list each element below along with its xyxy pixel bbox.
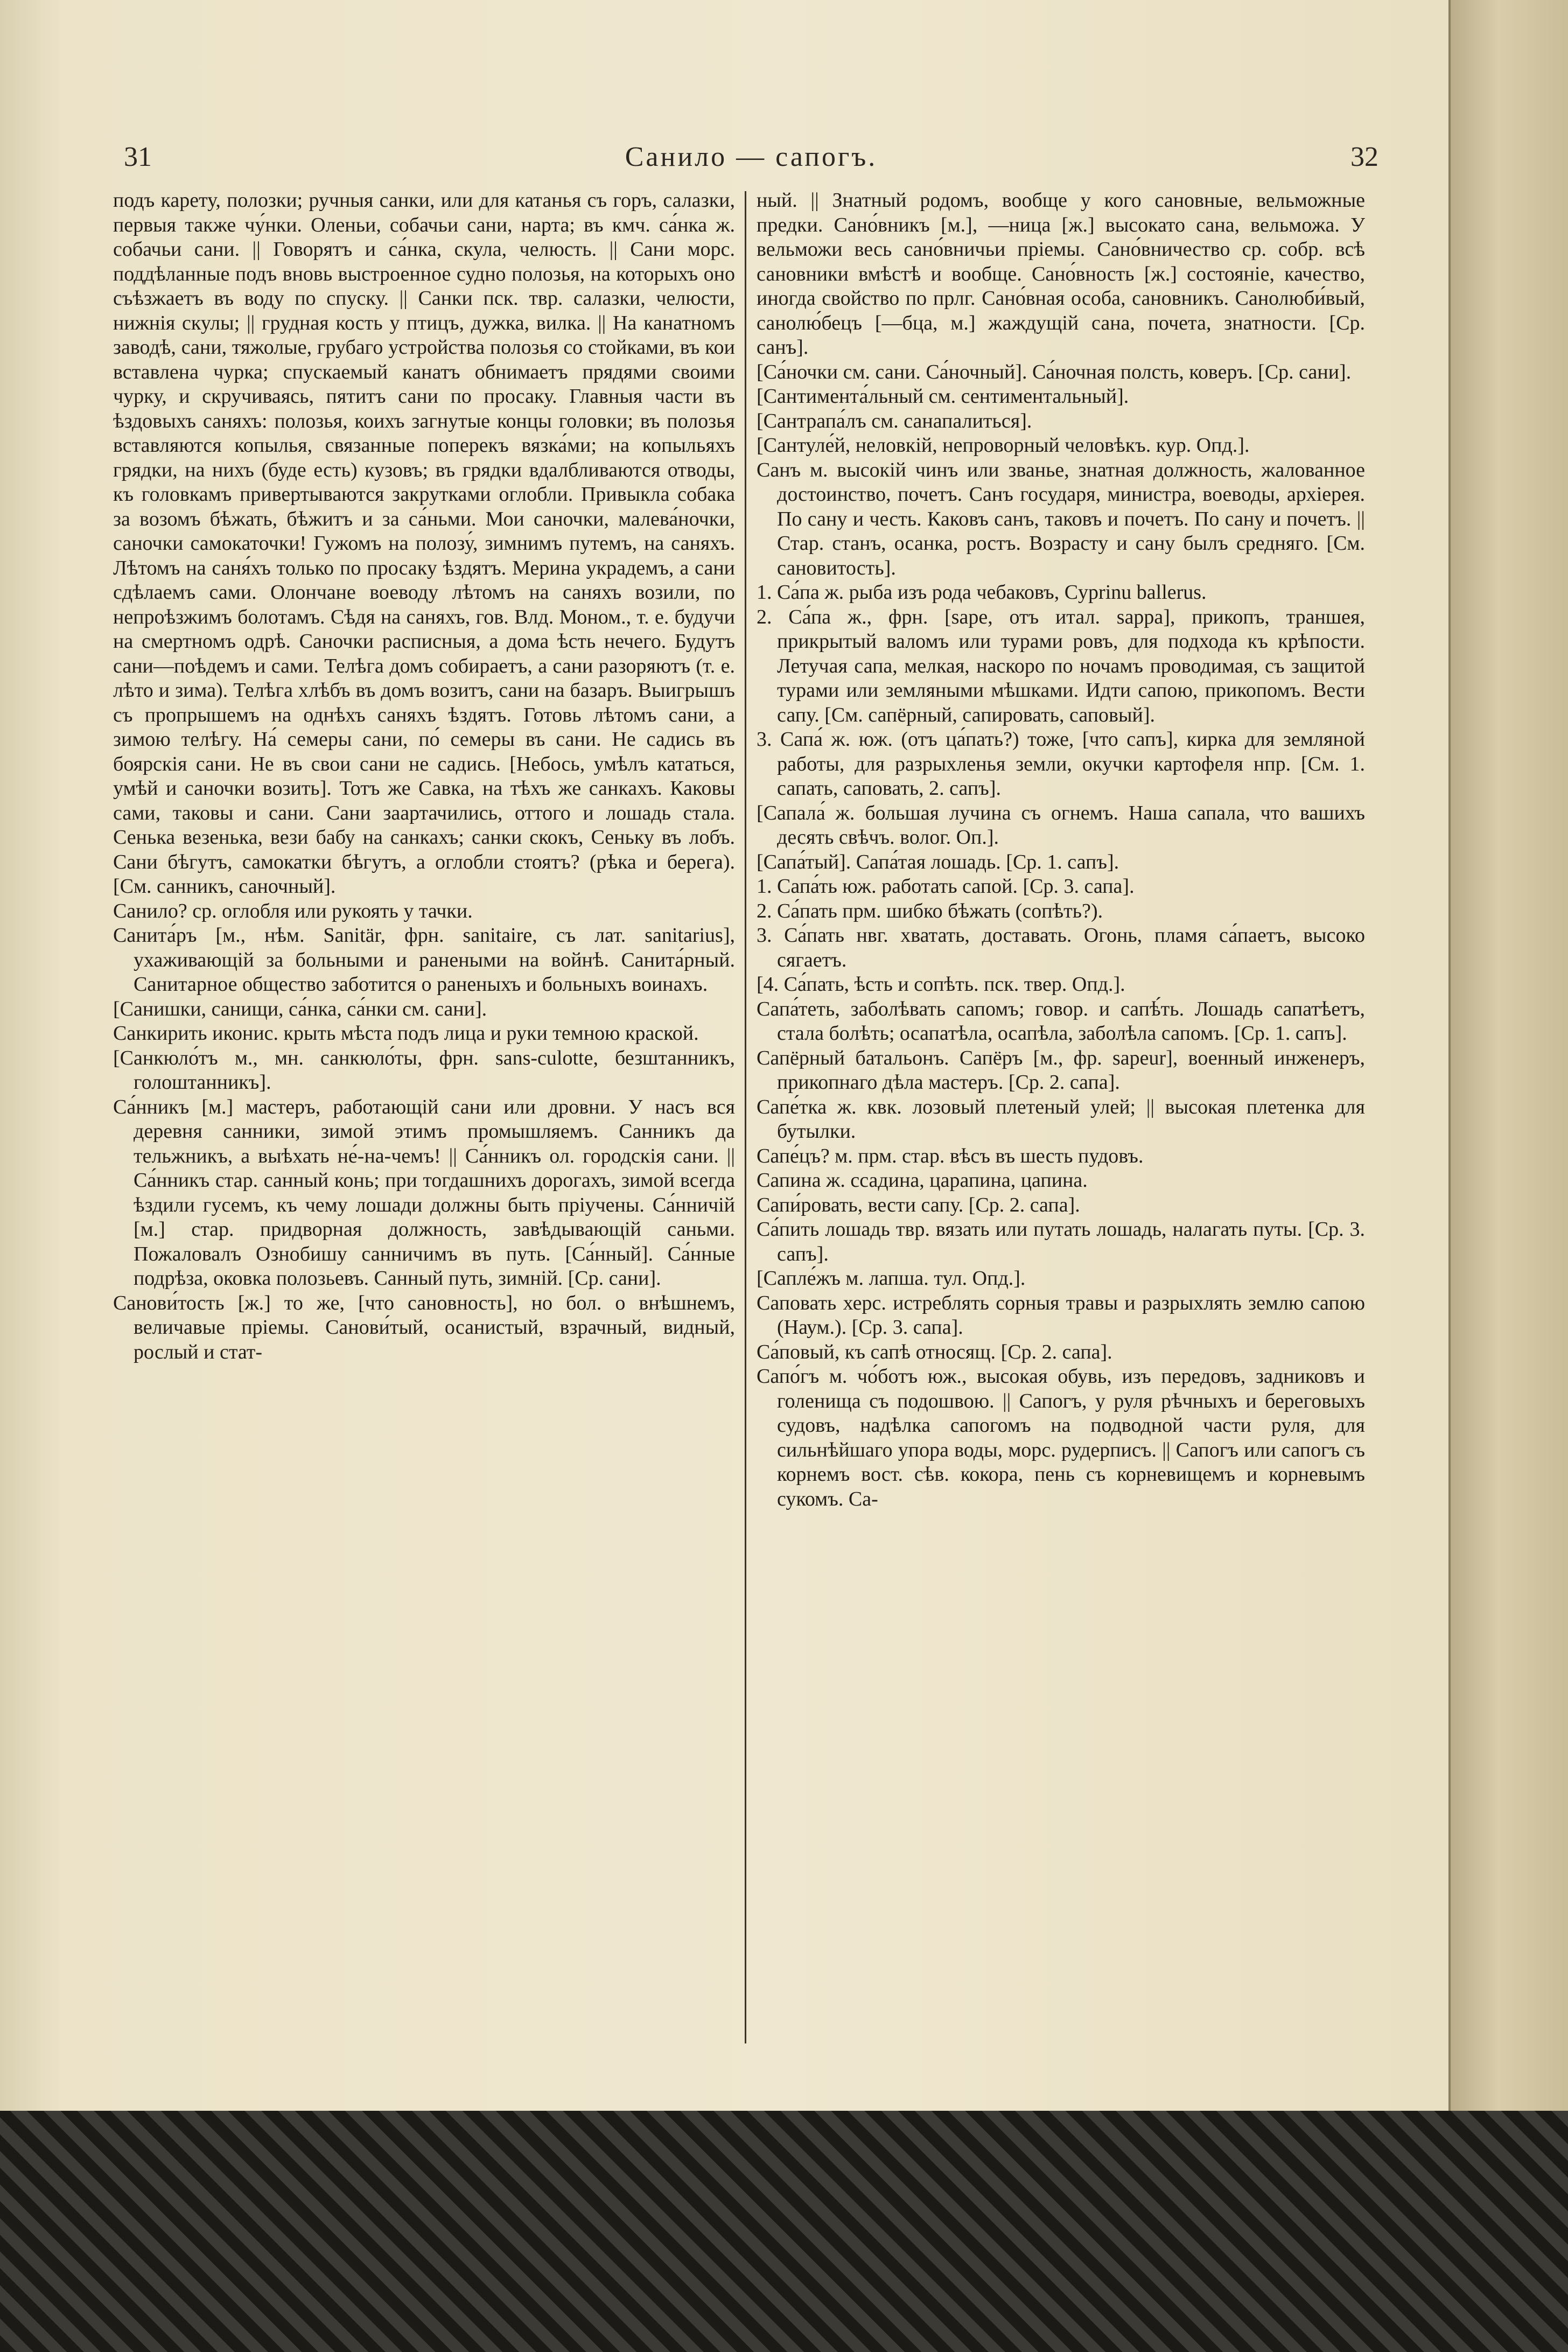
next-page-edge: [1448, 0, 1568, 2111]
continued-entry: подъ карету, полозки; ручныя санки, или для катанья съ горъ, салазки, первыя также чу́нки. Оленьи, собачьи сани, нарта; въ кмч. са́нка ж. собачьи сани. || Говорятъ и са́нка, скула, челюсть. || Сани морс. поддѣланные подъ вновь выстроенное судно полозья, на которыхъ оно съѣзжаетъ въ воду по спуску. || Санки пск. твр. салазки, челюсти, нижнія скулы; || грудная кость у птицъ, дужка, вилка. || На канатномъ заводѣ, сани, тяжолые, грубаго устройства полозья со стойками, въ кои вставлена чурка; спускаемый канатъ обнимаетъ прядями своими чурку, и скручиваясь, пятитъ сани по просаку. Главныя части въ ѣздовыхъ саняхъ: полозья, коихъ загнутые концы головки; въ полозья вставляются копылья, связанные поперекъ вязка́ми; на копыльяхъ грядки, на нихъ (буде есть) кузовъ; въ грядки вдалбливаются отводы, къ головкамъ привертываются закрутками оглобли. Привыкла собака за возомъ бѣжать, бѣжитъ и за са́ньми. Мои саночки, малева́ночки, саночки самокаточки! Гужомъ на полозу́, зимнимъ путемъ, на саняхъ. Лѣтомъ на саня́хъ только по просаку ѣздятъ. Мерина украдемъ, а сани сдѣлаемъ сами. Олончане воеводу лѣтомъ на саняхъ возили, по непроѣзжимъ болотамъ. Сѣдя на саняхъ, гов. Влд. Моном., т. е. будучи на смертномъ одрѣ. Саночки расписныя, а дома ѣсть нечего. Будутъ сани—поѣдемъ и сами. Телѣга домъ собираетъ, а сани разоряютъ (т. е. лѣто и зима). Телѣга хлѣбъ въ домъ возитъ, сани на базаръ. Выигрышъ съ пропрышемъ на однѣхъ саняхъ ѣздятъ. Готовь лѣтомъ сани, а зимою телѣгу. На́ семеры сани, по́ семеры въ сани. Не садись въ боярскія сани. Не въ свои сани не садись. [Небось, умѣлъ кататься, умѣй и саночки возить]. Тотъ же Савка, на тѣхъ же санкахъ. Каковы сами, таковы и сани. Сани заартачились, оттого и лошадь стала. Сенька везенька, вези бабу на санкахъ; санки скокъ, Сеньку въ лобъ. Сани бѣгутъ, самокатки бѣгутъ, а оглобли стоятъ? (рѣка и берега). [См. санникъ, саночный].: [113, 189, 735, 898]
page-number-left: 31: [124, 142, 152, 172]
dictionary-entry: 2. Са́пать прм. шибко бѣжать (сопѣть?).: [757, 899, 1103, 922]
running-title: Санило — сапогъ.: [625, 142, 878, 172]
dictionary-entry: Санови́тость [ж.] то же, [что сановность], но бол. о внѣшнемъ, величавые пріемы. Санови́тый, осанистый, взрачный, видный, рослый и стат-: [113, 1291, 735, 1363]
dictionary-entry: Сапе́цъ? м. прм. стар. вѣсъ въ шесть пудовъ.: [757, 1144, 1144, 1167]
dictionary-entry: [Сапле́жъ м. лапша. тул. Опд.].: [757, 1267, 1026, 1290]
dictionary-entry: Сапёрный батальонъ. Сапёръ [м., фр. sapeur], военный инженеръ, прикопнаго дѣла мастеръ. [Ср. 2. сапа].: [757, 1046, 1365, 1094]
dictionary-entry: Санита́ръ [м., нѣм. Sanitär, фрн. sanitaire, съ лат. sanitarius], ухаживающій за больными и ранеными на войнѣ. Санита́рный. Санитарное общество заботится о раненыхъ и больныхъ воинахъ.: [113, 924, 735, 996]
dictionary-entry: Санило? ср. оглобля или рукоять у тачки.: [113, 899, 473, 922]
column-rule: [745, 191, 746, 2043]
dictionary-entry: Сапо́гъ м. чо́ботъ юж., высокая обувь, изъ передовъ, задниковъ и голенища съ подошвою. || Сапогъ, у руля рѣчныхъ и береговыхъ судовъ, надѣлка сапогомъ на подводной части руля, для сильнѣйшаго упора воды, морс. рудерписъ. || Сапогъ или сапогъ съ корнемъ вост. сѣв. кокора, пень съ корневищемъ и корневымъ сукомъ. Са-: [757, 1365, 1365, 1510]
dictionary-entry: [4. Са́пать, ѣсть и сопѣть. пск. твер. Опд.].: [757, 973, 1125, 996]
dictionary-entry: 3. Сапа́ ж. юж. (отъ ца́пать?) тоже, [что сапъ], кирка для земляной работы, для разрыхленья земли, окучки картофеля нпр. [См. 1. сапать, саповать, 2. сапъ].: [757, 728, 1365, 800]
dictionary-entry: [Сантимента́льный см. сентиментальный].: [757, 385, 1129, 408]
dictionary-entry: [Сапала́ ж. большая лучина съ огнемъ. Наша сапала, что вашихъ десять свѣчъ. волог. Оп.].: [757, 801, 1365, 849]
background-surface: [0, 2111, 1568, 2352]
dictionary-entry: [Сантрапа́лъ см. санапалиться].: [757, 409, 1032, 432]
page-number-right: 32: [1350, 142, 1378, 172]
running-header: [124, 141, 1378, 179]
dictionary-entry: 2. Са́па ж., фрн. [sape, отъ итал. sappa], прикопъ, траншея, прикрытый валомъ или турами ровъ, для подхода къ крѣпости. Летучая сапа, мелкая, наскоро по ночамъ проводимая, съ защитой турами или земляными мѣшками. Идти сапою, прикопомъ. Вести сапу. [См. сапёрный, сапировать, саповый].: [757, 605, 1365, 726]
dictionary-entry: Са́пить лошадь твр. вязать или путать лошадь, налагать путы. [Ср. 3. сапъ].: [757, 1218, 1365, 1265]
dictionary-entry: Са́повый, къ сапѣ относящ. [Ср. 2. сапа].: [757, 1340, 1112, 1363]
dictionary-entry: Санъ м. высокій чинъ или званье, знатная должность, жалованное достоинство, почетъ. Санъ государя, министра, воеводы, архіерея. По сану и честь. Каковъ санъ, таковъ и почетъ. По сану и почетъ. || Стар. станъ, осанка, ростъ. Возрасту и сану былъ средняго. [См. сановитость].: [757, 458, 1365, 579]
dictionary-entry: Сапе́тка ж. квк. лозовый плетеный улей; || высокая плетенка для бутылки.: [757, 1095, 1365, 1143]
dictionary-entry: [Сапа́тый]. Сапа́тая лошадь. [Ср. 1. сапъ].: [757, 850, 1119, 873]
dictionary-entry: 1. Сапа́ть юж. работать сапой. [Ср. 3. сапа].: [757, 875, 1135, 898]
dictionary-entry: 1. Са́па ж. рыба изъ рода чебаковъ, Cyprinu bаllerus.: [757, 581, 1207, 604]
dictionary-entry: Са́нникъ [м.] мастеръ, работающій сани или дровни. У насъ вся деревня санники, зимой этимъ промышляемъ. Санникъ да тельжникъ, а выѣхать не́-на-чемъ! || Са́нникъ ол. городскія сани. || Са́нникъ стар. санный конь; при тогдашнихъ дорогахъ, зимой всегда ѣздили гусемъ, къ чему лошади должны быть пріучены. Са́нничій [м.] стар. придворная должность, завѣдывающій саньми. Пожаловалъ Ознобишу санничимъ въ путь. [Са́нный]. Са́нные подрѣза, оковка полозьевъ. Санный путь, зимній. [Ср. сани].: [113, 1095, 735, 1290]
continued-entry: ный. || Знатный родомъ, вообще у кого сановные, вельможные предки. Сано́вникъ [м.], —ница [ж.] высокато сана, вельможа. У вельможи весь сано́вничьи пріемы. Сано́вничество ср. собр. всѣ сановники вмѣстѣ и вообще. Сано́вность [ж.] состояніе, качество, иногда свойство по прлг. Сано́вная особа, сановникъ. Санолюби́вый, санолю́бецъ [—бца, м.] жаждущій сана, почета, знатности. [Ср. санъ].: [757, 189, 1365, 359]
dictionary-entry: Сапи́ровать, вести сапу. [Ср. 2. сапа].: [757, 1193, 1080, 1216]
dictionary-entry: Саповать херс. истреблять сорныя травы и разрыхлять землю сапою (Наум.). [Ср. 3. сапа].: [757, 1291, 1365, 1339]
right-column: [757, 188, 1365, 1511]
dictionary-entry: 3. Са́пать нвг. хватать, доставать. Огонь, пламя са́паетъ, высоко сягаетъ.: [757, 924, 1365, 971]
dictionary-entry: [Са́ночки см. сани. Са́ночный]. Са́ночная полсть, коверъ. [Ср. сани].: [757, 360, 1352, 383]
dictionary-entry: [Санишки, санищи, са́нка, са́нки см. сани].: [113, 997, 487, 1020]
dictionary-entry: Сапина ж. ссадина, царапина, цапина.: [757, 1169, 1088, 1192]
dictionary-entry: [Сантуле́й, неловкій, непроворный человѣкъ. кур. Опд.].: [757, 434, 1250, 457]
dictionary-entry: Сапа́теть, заболѣвать сапомъ; говор. и сапѣ́ть. Лошадь сапатѣетъ, стала болѣть; осапатѣла, осапѣла, заболѣла сапомъ. [Ср. 1. сапъ].: [757, 997, 1365, 1045]
left-column: [113, 188, 735, 1364]
dictionary-entry: Санкирить иконис. крыть мѣста подъ лица и руки темною краской.: [113, 1022, 699, 1045]
dictionary-entry: [Санкюло́тъ м., мн. санкюло́ты, фрн. sans-culotte, безштанникъ, голоштанникъ].: [113, 1046, 735, 1094]
